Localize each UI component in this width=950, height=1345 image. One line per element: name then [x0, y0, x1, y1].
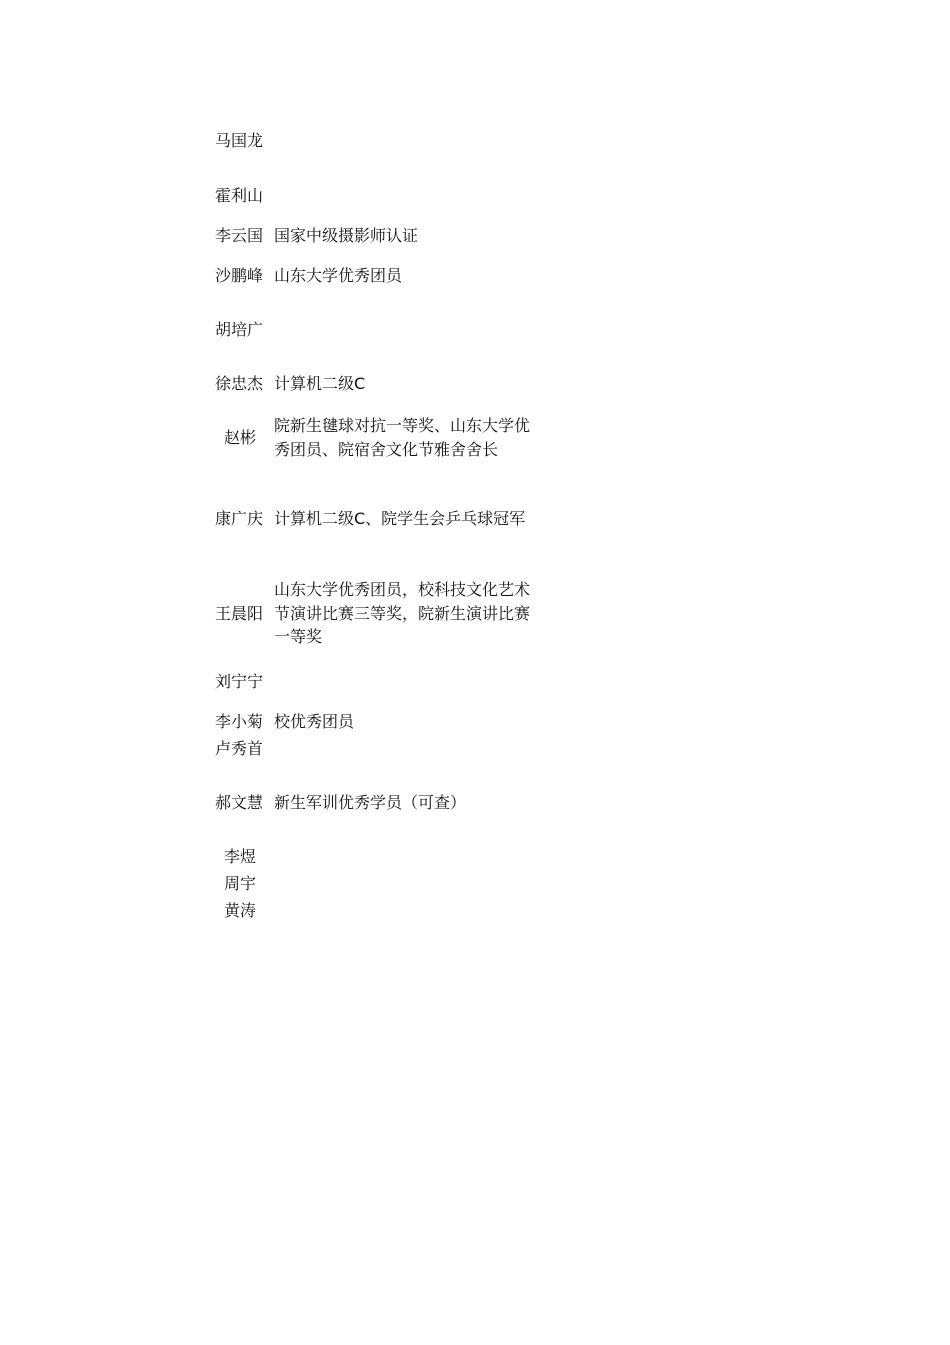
student-name: 周宇: [223, 874, 256, 893]
student-name: 康广庆: [215, 509, 264, 528]
student-name: 黄涛: [223, 901, 256, 920]
student-name: 李小菊: [215, 712, 264, 731]
student-award: 新生军训优秀学员（可查）: [274, 793, 467, 812]
student-name: 赵彬: [223, 428, 256, 447]
student-name: 李煜: [223, 847, 256, 866]
student-name: 胡培广: [215, 320, 264, 339]
student-name: 马国龙: [215, 131, 264, 150]
student-name: 卢秀首: [215, 739, 264, 758]
student-award: 山东大学优秀团员: [274, 266, 403, 285]
student-award: 山东大学优秀团员，校科技文化艺术: [274, 580, 531, 599]
student-award-line2: 节演讲比赛三等奖，院新生演讲比赛: [274, 604, 531, 623]
student-name: 王晨阳: [215, 604, 264, 623]
student-award: 院新生毽球对抗一等奖、山东大学优: [274, 416, 531, 435]
student-name: 郝文慧: [215, 793, 264, 812]
student-name: 沙鹏峰: [215, 266, 264, 285]
student-name: 徐忠杰: [215, 374, 264, 393]
student-award-line2: 秀团员、院宿舍文化节雅舍舍长: [274, 440, 499, 459]
student-award-line3: 一等奖: [274, 627, 323, 646]
student-award: 计算机二级C: [274, 374, 366, 393]
student-award: 国家中级摄影师认证: [274, 226, 419, 245]
student-award: 计算机二级C、院学生会乒乓球冠军: [274, 509, 526, 528]
student-award: 校优秀团员: [274, 712, 355, 731]
student-name: 霍利山: [215, 186, 264, 205]
student-name: 李云国: [215, 226, 264, 245]
student-name: 刘宁宁: [215, 672, 264, 691]
